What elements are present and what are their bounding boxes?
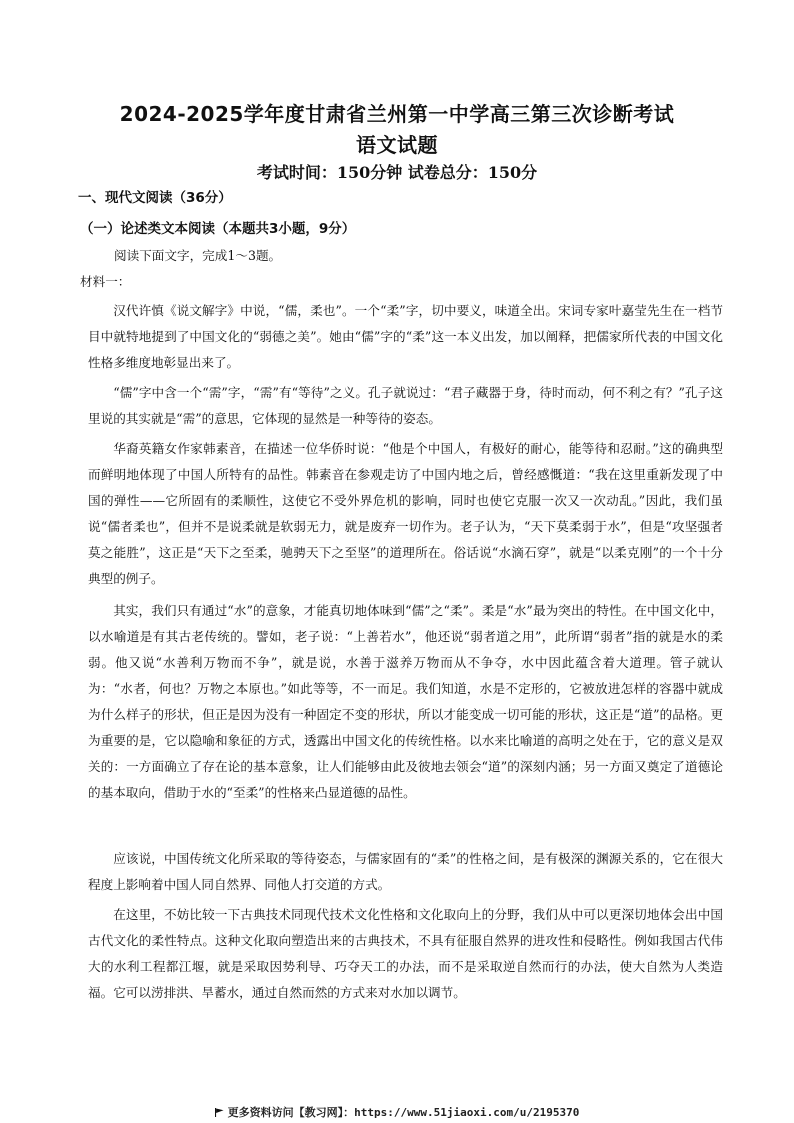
paragraph: 应该说，中国传统文化所采取的等待姿态，与儒家固有的“柔”的性格之间，是有极深的渊源关系的，它在很大程度上影响着中国人同自然界、同他人打交道的方式。 [88, 851, 723, 892]
paragraph: 在这里，不妨比较一下古典技术同现代技术文化性格和文化取向上的分野，我们从中可以更深切地体会出中国古代文化的柔性特点。这种文化取向塑造出来的古典技术，不具有征服自然界的进攻性和侵略性。例如我国古代伟大的水利工程都江堰，就是采取因势利导、巧夺天工的办法，而不是采取逆自然而行的办法，使大自然为人类造福。它可以涝排洪、旱蓄水，通过自然而然的方式来对水加以调节。 [88, 907, 723, 1000]
paragraph: 其实，我们只有通过“水”的意象，才能真切地体味到“儒”之“柔”。柔是“水”最为突出的特性。在中国文化中，以水喻道是有其古老传统的。譬如，老子说：“上善若水”，他还说“弱者道之用”，此所谓“弱者”指的就是水的柔弱。他又说“水善利万物而不争”，就是说，水善于滋养万物而从不争夺，水中因此蕴含着大道理。管子就认为：“水者，何也？万物之本原也。”如此等等，不一而足。我们知道，水是不定形的，它被放进怎样的容器中就成为什么样子的形状，但正是因为没有一种固定不变的形状，所以才能变成一切可能的形状，这正是“道”的品格。更为重要的是，它以隐喻和象征的方式，透露出中国文化的传统性格。以水来比喻道的高明之处在于，它的意义是双关的：一方面确立了存在论的基本意象，让人们能够由此及彼地去领会“道”的深刻内涵；另一方面又奠定了道德论的基本取向，借助于水的“至柔”的性格来凸显道德的品性。 [88, 603, 723, 800]
footer-text: 更多资料访问【教习网】：https://www.51jiaoxi.com/u/2195370 [227, 1106, 580, 1119]
subsection-heading: （一）论述类文本阅读（本题共3小题，9分） [80, 221, 356, 237]
paragraph: 华裔英籍女作家韩素音，在描述一位华侨时说：“他是个中国人，有极好的耐心，能等待和忍耐。”这的确典型而鲜明地体现了中国人所特有的品性。韩素音在参观走访了中国内地之后，曾经感慨道：“我在这里重新发现了中国的弹性——它所固有的柔顺性，这使它不受外界危机的影响，同时也使它克服一次又一次动乱。”因此，我们虽说“儒者柔也”，但并不是说柔就是软弱无力，就是废弃一切作为。老子认为，“天下莫柔弱于水”，但是“攻坚强者莫之能胜”，这正是“天下之至柔，驰骋天下之至坚”的道理所在。俗话说“水滴石穿”，就是“以柔克刚”的一个十分典型的例子。 [88, 441, 723, 586]
paragraph: “儒”字中含一个“需”字，“需”有“等待”之义。孔子就说过：“君子藏器于身，待时而动，何不利之有？”孔子这里说的其实就是“需”的意思，它体现的显然是一种等待的姿态。 [88, 385, 723, 426]
material-label: 材料一： [80, 274, 131, 289]
footer-link[interactable] [0, 1104, 794, 1120]
section-heading: 一、现代文阅读（36分） [78, 190, 232, 206]
exam-title: 2024-2025学年度甘肃省兰州第一中学高三第三次诊断考试 [119, 102, 675, 126]
exam-info: 考试时间：150分钟 试卷总分：150分 [256, 163, 538, 182]
paragraph: 汉代许慎《说文解字》中说，“儒，柔也”。一个“柔”字，切中要义，味道全出。宋词专家叶嘉莹先生在一档节目中就特地提到了中国文化的“弱德之美”。她由“儒”字的“柔”这一本义出发，加以阐释，把儒家所代表的中国文化性格多维度地彰显出来了。 [88, 303, 723, 370]
reading-instructions: 阅读下面文字，完成1～3题。 [114, 248, 282, 263]
exam-subject-title: 语文试题 [356, 133, 438, 157]
flag-icon [215, 1108, 224, 1117]
